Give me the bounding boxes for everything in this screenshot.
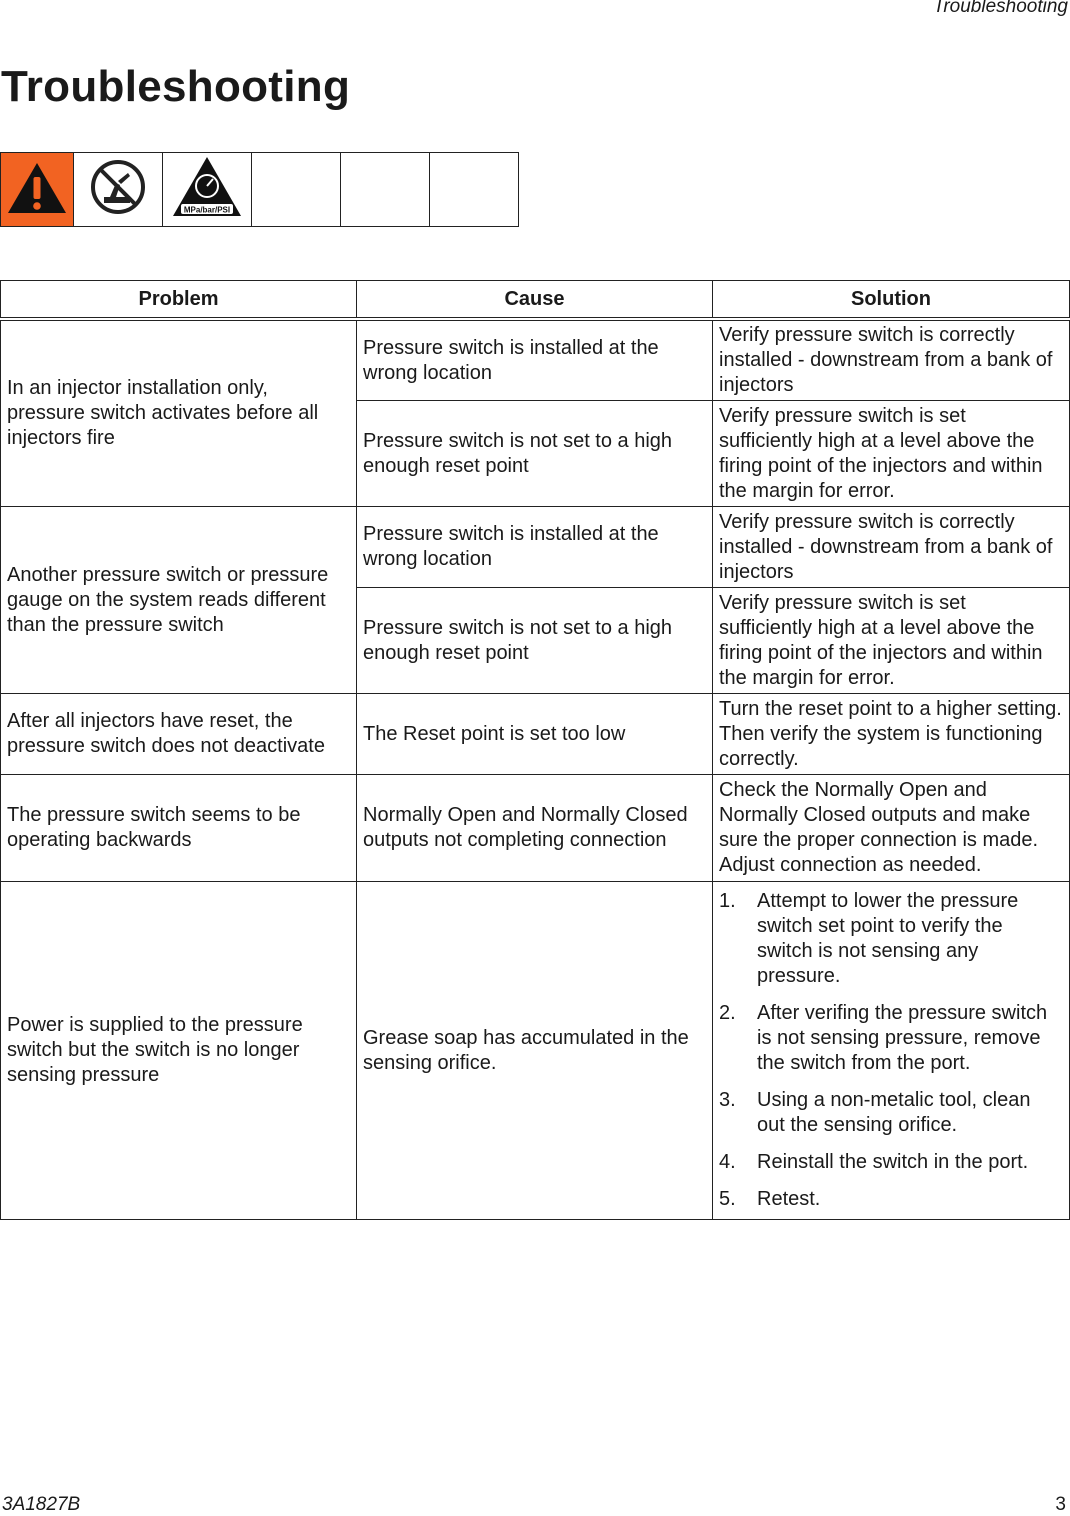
solution-cell: Verify pressure switch is correctly installed - downstream from a bank of injectors [713, 319, 1070, 401]
document-number: 3A1827B [2, 1494, 81, 1515]
list-item [719, 1001, 1063, 1076]
page-number: 3 [1055, 1494, 1066, 1515]
step-number: 1. [719, 890, 736, 912]
problem-cell: Power is supplied to the pressure switch but the switch is no longer sensing pressure [1, 882, 357, 1220]
svg-text:MPa/bar/PSI: MPa/bar/PSI [183, 205, 231, 215]
column-header-cause: Cause [357, 281, 713, 320]
step-text: Retest. [757, 1188, 821, 1210]
step-text: Attempt to lower the pressure switch set point to verify the switch is not sensing any pressure. [757, 890, 1019, 987]
step-text: After verifing the pressure switch is not sensing pressure, remove the switch from the port. [757, 1002, 1048, 1074]
list-item [719, 1150, 1063, 1175]
cause-cell: Normally Open and Normally Closed outputs not completing connection [357, 775, 713, 882]
step-number: 2. [719, 1002, 736, 1024]
solution-cell: Turn the reset point to a higher setting. Then verify the system is functioning correctly. [713, 694, 1070, 775]
cause-cell: Pressure switch is installed at the wrong location [357, 319, 713, 401]
cause-cell: The Reset point is set too low [357, 694, 713, 775]
column-header-solution: Solution [713, 281, 1070, 320]
troubleshooting-table [0, 280, 1070, 1220]
list-item [719, 889, 1063, 989]
cause-cell: Pressure switch is installed at the wrong location [357, 507, 713, 588]
problem-cell: The pressure switch seems to be operating backwards [1, 775, 357, 882]
list-item [719, 1187, 1063, 1212]
step-number: 3. [719, 1089, 736, 1111]
warning-icon-cell [1, 153, 74, 227]
step-text: Using a non-metalic tool, clean out the sensing orifice. [757, 1089, 1031, 1136]
table-row [1, 882, 1070, 1220]
empty-icon-cell [430, 153, 519, 227]
pressure-gauge-icon-cell [163, 153, 252, 227]
solution-steps-list [719, 889, 1063, 1212]
table-row [1, 775, 1070, 882]
solution-cell [713, 882, 1070, 1220]
empty-icon-cell [341, 153, 430, 227]
cause-cell: Pressure switch is not set to a high enough reset point [357, 588, 713, 694]
solution-cell: Check the Normally Open and Normally Closed outputs and make sure the proper connection is made. Adjust connection as needed. [713, 775, 1070, 882]
warning-icon [4, 157, 70, 217]
problem-cell: After all injectors have reset, the pressure switch does not deactivate [1, 694, 357, 775]
problem-cell: In an injector installation only, pressure switch activates before all injectors fire [1, 319, 357, 507]
pressure-gauge-icon [171, 155, 243, 219]
cause-cell: Pressure switch is not set to a high enough reset point [357, 401, 713, 507]
step-number: 4. [719, 1151, 736, 1173]
step-number: 5. [719, 1188, 736, 1210]
table-row [1, 694, 1070, 775]
table-header-row [1, 281, 1070, 320]
no-pressure-icon-cell [74, 153, 163, 227]
step-text: Reinstall the switch in the port. [757, 1151, 1029, 1173]
column-header-problem: Problem [1, 281, 357, 320]
problem-cell: Another pressure switch or pressure gauge on the system reads different than the pressure switch [1, 507, 357, 694]
solution-cell: Verify pressure switch is correctly installed - downstream from a bank of injectors [713, 507, 1070, 588]
solution-cell: Verify pressure switch is set sufficiently high at a level above the firing point of the injectors and within the margin for error. [713, 588, 1070, 694]
solution-cell: Verify pressure switch is set sufficiently high at a level above the firing point of the injectors and within the margin for error. [713, 401, 1070, 507]
cause-cell: Grease soap has accumulated in the sensing orifice. [357, 882, 713, 1220]
no-pressure-icon [88, 157, 148, 217]
hazard-icon-strip [0, 152, 519, 227]
table-row [1, 319, 1070, 401]
page-title: Troubleshooting [1, 62, 351, 111]
list-item [719, 1088, 1063, 1138]
empty-icon-cell [252, 153, 341, 227]
table-row [1, 507, 1070, 588]
running-header: Troubleshooting [933, 0, 1068, 17]
